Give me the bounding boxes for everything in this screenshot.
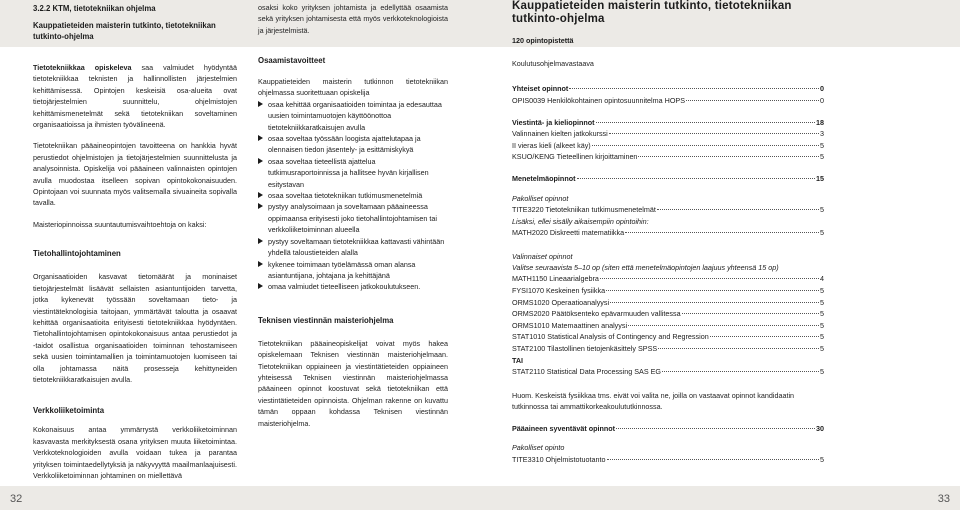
dot-leader <box>609 133 819 134</box>
course-label: ORMS1010 Matemaattinen analyysi <box>512 320 628 330</box>
course-label: MATH2020 Diskreetti matematiikka <box>512 227 625 237</box>
list-item: omaa valmiudet tieteelliseen jatkokoulutukseen. <box>258 281 448 292</box>
course-row <box>512 308 824 320</box>
course-row <box>512 83 824 95</box>
dot-leader <box>638 156 819 157</box>
dot-leader <box>606 290 819 291</box>
heading-osaamistavoitteet: Osaamistavoitteet <box>258 56 326 65</box>
course-row <box>512 117 824 129</box>
course-row <box>512 366 824 378</box>
course-label: TITE3220 Tietotekniikan tutkimusmenetelmät <box>512 204 656 214</box>
mandatory2-label: Pakolliset opinto <box>512 443 565 453</box>
advanced-studies-row: Pääaineen syventävät opinnot 30 <box>512 423 824 433</box>
additional-courses <box>512 227 824 239</box>
course-credits: 5 <box>820 320 824 330</box>
learning-outcomes-list <box>258 99 448 293</box>
course-credits: 0 <box>820 84 824 94</box>
course-credits: 5 <box>820 343 824 353</box>
course-row <box>512 227 824 239</box>
course-credits: 4 <box>820 274 824 284</box>
course-credits: 3 <box>820 129 824 139</box>
section-title: 3.2.2 KTM, tietotekniikan ohjelma <box>33 4 156 13</box>
dot-leader <box>686 100 819 101</box>
course-credits: 5 <box>820 367 824 377</box>
course-credits: 18 <box>816 117 824 127</box>
course-label: STAT2110 Statistical Data Processing SAS EG <box>512 367 662 377</box>
tracks-paragraph: Maisteriopinnoissa suuntautumisvaihtoehtoja on kaksi: <box>33 219 207 229</box>
course-credits: 5 <box>820 140 824 150</box>
list-item: kykenee toimimaan työelämässä oman alansa asiantuntijana, johtajana ja kehittäjänä <box>258 259 448 282</box>
course-row <box>512 151 824 163</box>
course-label: Valinnainen kielten jatkokurssi <box>512 129 608 139</box>
right-page-column <box>512 0 824 464</box>
list-item: pystyy analysoimaan ja soveltamaan pääaineessa oppimaansa erityisesti joko tietohallintojohtamisen tai verkkoliiketoiminnan alueella <box>258 201 448 235</box>
credits-label: 120 opintopistettä <box>512 36 574 45</box>
page-number-left: 32 <box>10 493 23 505</box>
list-item: osaa kehittää organisaatioiden toimintaa ja edesauttaa uusien toimintamuotojen käyttöönottoa tietotekniikkaratkaisujen avulla <box>258 99 448 133</box>
mandatory-courses <box>512 204 824 216</box>
course-row <box>512 320 824 332</box>
or-label: TAI <box>512 355 524 365</box>
triangle-bullet-icon <box>258 135 263 141</box>
intro-bold: Tietotekniikkaa opiskeleva <box>33 63 132 72</box>
footer-band <box>0 486 960 510</box>
course-credits: 5 <box>820 297 824 307</box>
dot-leader <box>592 145 819 146</box>
course-row <box>512 140 824 152</box>
course-credits: 15 <box>816 173 824 183</box>
optional-label: Valinnaiset opinnot <box>512 251 573 261</box>
triangle-bullet-icon <box>258 261 263 267</box>
course-credits: 5 <box>820 204 824 214</box>
continued-paragraph: osaksi koko yrityksen johtamista ja edellyttää osaamista sekä yrityksen johtamisesta että myös verkkoteknologioista ja järjestelmistä. <box>258 3 448 35</box>
section-subtitle: Kauppatieteiden maisterin tutkinto, tietotekniikan tutkinto-ohjelma <box>33 21 216 41</box>
heading-teknisen-viestinnan: Teknisen viestinnän maisteriohjelma <box>258 315 394 325</box>
list-item: pystyy soveltamaan tietotekniikkaa kattavasti vähintään yhdellä taloustieteiden alalla <box>258 236 448 259</box>
course-label: Menetelmäopinnot <box>512 173 576 183</box>
course-credits: 5 <box>820 332 824 342</box>
course-label: KSUO/KENG Tieteellinen kirjoittaminen <box>512 152 638 162</box>
course-label: TITE3310 Ohjelmistotuotanto <box>512 454 606 464</box>
course-label: MATH1150 Lineaarialgebra <box>512 274 599 284</box>
course-row <box>512 173 824 185</box>
course-credits: 5 <box>820 227 824 237</box>
page-number-right: 33 <box>937 493 950 505</box>
list-item: osaa soveltaa tieteellistä ajattelua tutkimusraportoinnissa ja hallitsee hyvän kirjallisen esitystavan <box>258 156 448 190</box>
dot-leader <box>607 459 820 460</box>
dot-leader <box>625 232 819 233</box>
left-column-2 <box>258 0 448 428</box>
dot-leader <box>610 302 819 303</box>
left-column-1 <box>33 0 237 480</box>
dot-leader <box>577 178 816 179</box>
course-row <box>512 454 824 466</box>
dot-leader <box>569 88 819 89</box>
mandatory-label: Pakolliset opinnot <box>512 193 569 203</box>
note-paragraph: Huom. Keskeistä fysiikkaa tms. eivät voi valita ne, joilla on vastaavat opinnot kandidaatin tutkinnossa tai ammattikorkeakoulututkinnossa. <box>512 390 795 412</box>
row-spacer <box>512 107 824 117</box>
course-row <box>512 204 824 216</box>
dot-leader <box>600 278 819 279</box>
course-label: Yhteiset opinnot <box>512 84 569 94</box>
course-credits: 0 <box>820 96 824 105</box>
dot-leader <box>616 428 815 429</box>
osaamis-intro: Kauppatieteiden maisterin tutkinnon tietotekniikan ohjelmassa suoritettuaan opiskelija <box>258 77 448 98</box>
course-summary <box>512 83 824 184</box>
optional-courses <box>512 273 824 354</box>
course-row <box>512 331 824 343</box>
aims-paragraph: Tietotekniikan pääaineopintojen tavoitteena on hankkia hyvät perustiedot ohjelmistojen ja tietojärjestelmien suunnittelusta ja analysoinnista. Opiskelija voi pääaineen valinnaisten opintojen avulla muodostaa itselleen sopivan opintokokonaisuuden. Opintojaan voi suunnata myös valitsemalla sivuaineita sopivalla tavalla. <box>33 141 237 208</box>
triangle-bullet-icon <box>258 101 263 107</box>
dot-leader <box>596 122 815 123</box>
dot-leader <box>628 325 819 326</box>
course-label: ORMS1020 Operaatioanalyysi <box>512 297 610 307</box>
viestinta-paragraph: Tietotekniikan pääaineopiskelijat voivat myös hakea opiskelemaan Teknisen viestinnän maisteriohjelmaan. Tietotekniikan oppiaineen ja viestintätieteiden oppiaineen yhteisessä Teknisen viestinnän maisteriohjelmassa pääaineen opinnot koostuvat sekä tietotekniikan että viestintätieteiden opinnoista. Ohjelman rakenne on kuvattu tämän oppaan kohdassa Teknisen viestinnän maisteriohjelma. <box>258 338 448 428</box>
list-item: osaa soveltaa tietotekniikan tutkimusmenetelmiä <box>258 190 448 201</box>
dot-leader <box>658 348 819 349</box>
triangle-bullet-icon <box>258 283 263 289</box>
row-spacer <box>512 163 824 173</box>
dot-leader <box>710 336 819 337</box>
course-credits: 5 <box>820 152 824 162</box>
triangle-bullet-icon <box>258 203 263 209</box>
page-title: Kauppatieteiden maisterin tutkinto, tietotekniikan tutkinto-ohjelma <box>512 0 792 25</box>
alternative-courses <box>512 366 824 378</box>
list-item: osaa soveltaa työssään loogista ajattelutapaa ja olennaisen tiedon jäsentely- ja esittämiskykyä <box>258 133 448 156</box>
optional-note: Valitse seuraavista 5–10 op (siten että menetelmäopintojen laajuus yhteensä 15 op) <box>512 262 779 272</box>
coordinator-label: Koulutusohjelmavastaava <box>512 59 594 68</box>
course-credits: 5 <box>820 454 824 464</box>
course-label: FYSI1070 Keskeinen fysiikka <box>512 285 606 295</box>
triangle-bullet-icon <box>258 238 263 244</box>
heading-verkkoliiketoiminta: Verkkoliiketoiminta <box>33 406 105 416</box>
dot-leader <box>657 209 819 210</box>
course-label: STAT1010 Statistical Analysis of Contingency and Regression <box>512 332 709 342</box>
course-row <box>512 273 824 285</box>
tietohallinto-paragraph: Organisaatioiden kasvavat tietomäärät ja moninaiset tietojärjestelmät lisäävät sellaisten asiantuntijoiden tarvetta, jotka kykenevät työssään soveltamaan tieto- ja viestintäteknologisia taitojaan, ymmärtävät taloutta ja osaavat kehittää organisaatioita erityisesti tietotekniikkaa hyödyntäen. Tietohallintojohtamisen opintokokonaisuus antaa perustiedot ja -taidot osallistua organisaatioiden toiminnan tehostamiseen sekä uusien toimintamallien ja toimintamuotojen luomiseen tai olla johtamassa näitä prosesseja kehittyneiden tietotekniikkaratkaisujen avulla. <box>33 272 237 384</box>
additionally-label: Lisäksi, ellei sisälly aikaisempiin opintoihin: <box>512 216 649 226</box>
triangle-bullet-icon <box>258 192 263 198</box>
course-row <box>512 128 824 140</box>
course-label: Viestintä- ja kieliopinnot <box>512 117 595 127</box>
course-row <box>512 95 824 107</box>
triangle-bullet-icon <box>258 158 263 164</box>
header-divider <box>0 47 960 51</box>
intro-rest: saa valmiudet hyödyntää tietotekniikkaa teknisten ja hallinnollisten järjestelmien kehittämisessä. Opintojen keskeisiä osa-alueita ovat tietojärjestelmien suunnittelu, ohjelmistojen kehittämismenetelmät sekä tietotekniikan soveltaminen organisaatioissa ja ihmisten työvälineenä. <box>33 63 237 130</box>
dot-leader <box>662 371 819 372</box>
course-label: II vieras kieli (alkeet käy) <box>512 140 591 150</box>
dot-leader <box>682 313 819 314</box>
course-row <box>512 285 824 297</box>
course-row <box>512 343 824 355</box>
course-label: OPIS0039 Henkilökohtainen opintosuunnitelma HOPS <box>512 96 686 105</box>
verkko-paragraph: Kokonaisuus antaa ymmärrystä verkkoliiketoiminnan kasvavasta merkityksestä osana yrityksen muuta liiketoimintaa. Verkkoteknologioiden avulla voidaan tukea ja parantaa yrityksen toimintaedellytyksiä ja näkyvyyttä maailmanlaajuisesti. Verkkoliiketoiminnan johtaminen on miellettävä <box>33 425 237 480</box>
intro-paragraph <box>33 62 237 130</box>
course-credits: 5 <box>820 285 824 295</box>
advanced-courses <box>512 454 824 466</box>
course-label: ORMS2020 Päätöksenteko epävarmuuden vallitessa <box>512 309 681 319</box>
course-row <box>512 297 824 309</box>
course-credits: 5 <box>820 309 824 319</box>
course-label: STAT2100 Tilastollinen tietojenkäsittely SPSS <box>512 343 658 353</box>
heading-tietohallintojohtaminen: Tietohallintojohtaminen <box>33 249 121 259</box>
